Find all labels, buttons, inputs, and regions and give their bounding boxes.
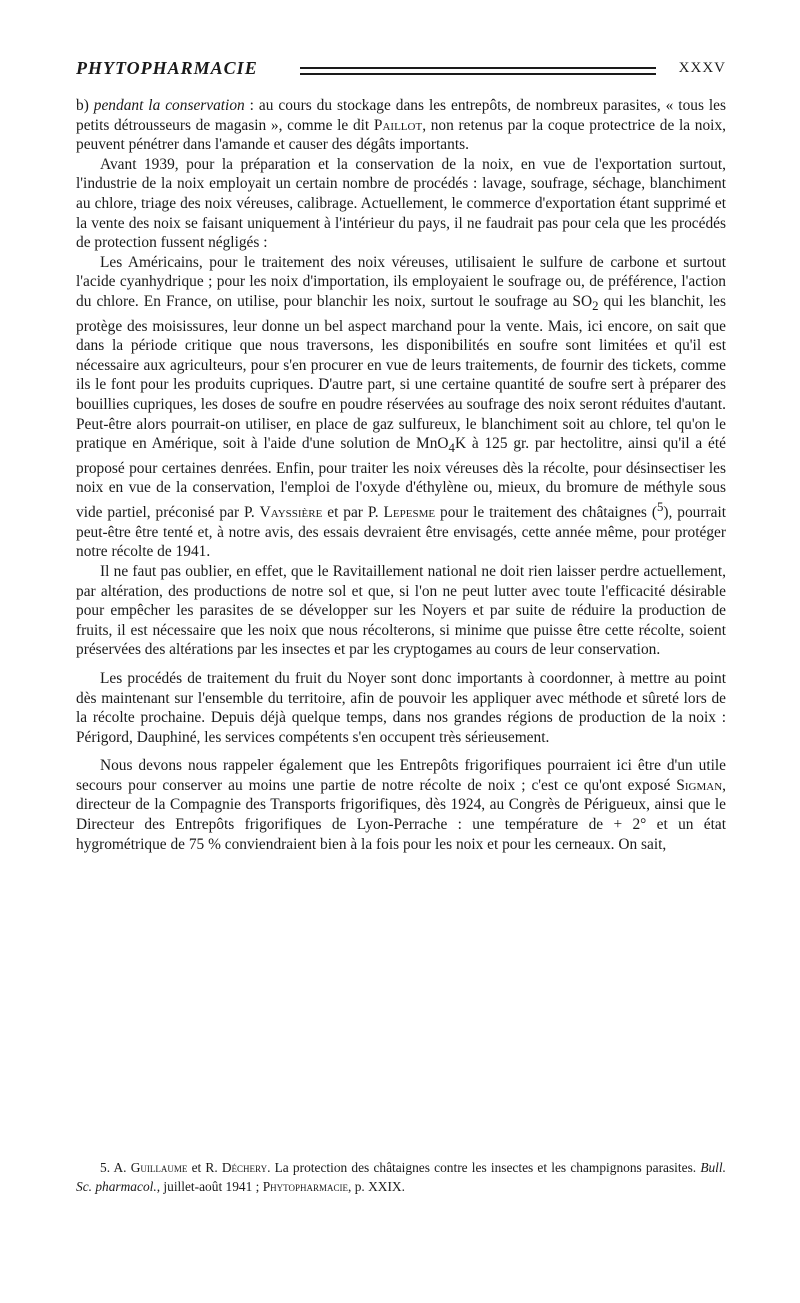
- text-span-normal: b): [76, 97, 94, 114]
- running-title: PHYTOPHARMACIE: [76, 58, 258, 78]
- body-text: [76, 96, 726, 854]
- footnotes: [76, 1159, 726, 1196]
- page-number: XXXV: [678, 60, 726, 76]
- text-span-normal: Il ne faut pas oublier, en effet, que le Ravitaillement national ne doit rien laisser perdre actuellement, par altération, des productions de notre sol et que, si l'on ne peut lutter avec toute l'efficacité désirable pour empêcher les parasites de se développer sur les Noyers et par suite de réduire la production de fruits, il est nécessaire que les noix que nous récolterons, si minime que puisse être cette récolte, soient préservées des altérations par les insectes et par les cryptogames au cours de leur conservation.: [76, 562, 726, 659]
- text-span-normal: , non retenus par la coque protectrice de la noix, peuvent pénétrer dans l'amande et causer des dégâts importants.: [76, 116, 727, 154]
- text-span-normal: Les Américains, pour le traitement des noix véreuses, utilisaient le sulfure de carbone et surtout l'acide cyanhydrique ; pour les noix d'importation, ils employaient le soufrage ou, de préférence, l'action du chlore. En France, on utilise, pour blanchir les noix, surtout le soufrage au SO: [76, 253, 726, 310]
- text-span-normal: et par P.: [322, 504, 384, 522]
- text-span-smallcaps: Paillot: [373, 116, 423, 134]
- text-span-sub: 2: [592, 299, 599, 314]
- text-span-normal: et R.: [187, 1160, 222, 1175]
- text-span-italic: pendant la conservation: [93, 97, 245, 114]
- text-span-normal: , p. XXIX.: [348, 1178, 405, 1194]
- text-span-smallcaps: Vayssière: [259, 504, 323, 522]
- text-span-normal: Les procédés de traitement du fruit du Noyer sont donc importants à coordonner, à mettre au point dès maintenant sur l'ensemble du territoire, afin de pouvoir les appliquer avec méthode et sûreté lors de la récolte prochaine. Depuis déjà quelque temps, dans nos grandes régions de production de la noix : Périgord, Dauphiné, les services compétents s'en occupent très sérieusement.: [76, 669, 726, 746]
- text-span-italic: Bull. Sc. pharmacol.: [76, 1160, 726, 1194]
- running-header: [76, 58, 726, 84]
- paragraph-before-1939: [76, 155, 726, 253]
- text-span-normal: : au cours du stockage dans les entrepôts, de nombreux parasites, « tous les petits détrousseurs de magasin », comme le dit: [76, 97, 726, 134]
- text-span-normal: ), pourrait peut-être être tenté et, à notre avis, des essais devraient être envisagés, cette année même, pour protéger notre récolte de 1941.: [76, 504, 727, 561]
- header-double-rule: [300, 67, 656, 75]
- footnote-5: [76, 1159, 726, 1196]
- text-span-normal: pour le traitement des châtaignes (: [435, 504, 657, 522]
- text-span-smallcaps: Sigman: [676, 776, 723, 794]
- paragraph-coordination: [76, 669, 726, 747]
- text-span-smallcaps: Lepesme: [383, 504, 436, 522]
- paragraph-treatments: [76, 253, 726, 562]
- text-span-normal: Avant 1939, pour la préparation et la conservation de la noix, en vue de l'exportation surtout, l'industrie de la noix employait un certain nombre de procédés : lavage, soufrage, séchage, blanchiment au chlore, triage des noix véreuses, calibrage. Actuellement, le commerce d'exportation étant supprimé et la vente des noix se faisant uniquement à l'intérieur du pays, il ne faudrait pas pour cela que les procédés de protection fussent négligés :: [76, 155, 726, 252]
- paragraph-ravitaillement: [76, 562, 726, 660]
- text-span-smallcaps: Déchery: [221, 1160, 268, 1175]
- text-span-smallcaps: Phytopharmacie: [262, 1178, 349, 1194]
- text-span-smallcaps: Guillaume: [130, 1160, 188, 1175]
- paragraph-cold-storage: [76, 756, 726, 854]
- text-span-normal: qui les blanchit, les protège des moisissures, leur donne un bel aspect marchand pour la vente. Mais, ici encore, on sait que dans la période critique que nous traversons, les disponibilités en soufre sont limitées et qu'il est nécessaire aux agriculteurs, pour s'en procurer en vue de leurs traitements, de fournir des tickets, comme ils le font pour les produits cupriques. D'autre part, si une certaine quantité de soufre sert à préparer des bouillies cupriques, les doses de soufre en poudre réservées au soufrage des noix seront réduites d'autant. Peut-être alors pourrait-on utiliser, en place de gaz sulfureux, le blanchiment soit au chlore, tel qu'on le pratique en Amérique, soit à l'aide d'une solution de MnO: [76, 292, 726, 453]
- paragraph-conservation: [76, 96, 726, 155]
- text-span-sub: 4: [448, 441, 455, 456]
- text-span-normal: Nous devons nous rappeler également que les Entrepôts frigorifiques pourraient ici être d'un utile secours pour conserver au moins une partie de notre récolte de noix ; c'est ce qu'ont exposé: [76, 757, 726, 794]
- text-span-normal: K à 125 gr. par hectolitre, ainsi qu'il a été proposé pour certaines denrées. Enfin, pour traiter les noix véreuses dès la récolte, pour désinsectiser les noix en vue de la conservation, l'emploi de l'oxyde d'éthylène ou, mieux, du bromure de méthyle sous vide partiel, préconisé par P.: [76, 435, 726, 522]
- text-span-normal: 5. A.: [100, 1160, 131, 1175]
- text-span-normal: , juillet-août 1941 ;: [156, 1178, 263, 1194]
- text-span-normal: . La protection des châtaignes contre les insectes et les champignons parasites.: [267, 1160, 701, 1175]
- text-span-sup: 5: [656, 500, 664, 515]
- text-span-normal: , directeur de la Compagnie des Transports frigorifiques, dès 1924, au Congrès de Périgueux, ainsi que le Directeur des Entrepôts frigorifiques de Lyon-Perrache : une température de + 2° et un état hygrométrique de 75 % conviendraient bien à la fois pour les noix et pour les cerneaux. On sait,: [76, 776, 726, 853]
